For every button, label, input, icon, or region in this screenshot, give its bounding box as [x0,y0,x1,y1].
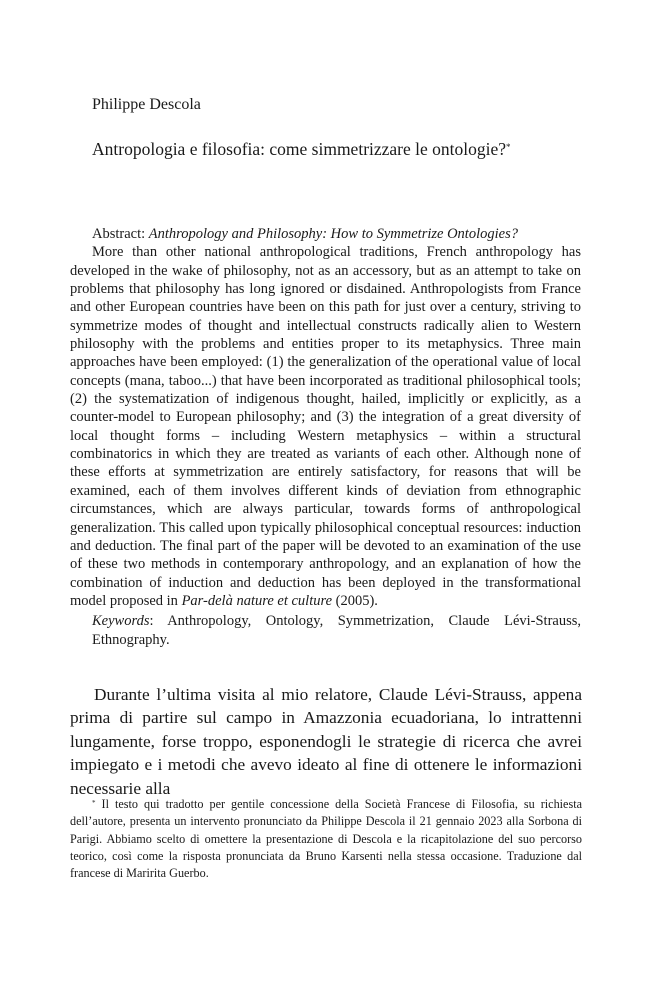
author-name: Philippe Descola [92,96,201,113]
keywords-label: Keywords [92,613,150,630]
abstract-body-text: More than other national anthropological traditions, French anthropology has developed in the wake of philosophy, not as an accessory, but as an attempt to take on problems that philosophy has long ignored or disdained. Anthropologists from France and other European countries have been on this path for just over a century, striving to symmetrize modes of thought and intellectual constructs radically alien to Western philosophy with the problems and entities proper to its metaphysics. Three main approaches have been employed: (1) the generalization of the operational value of local concepts (mana, taboo...) that have been incorporated as traditional philosophical tools; (2) the systematization of indigenous thought, hailed, implicitly or explicitly, as a counter-model to European philosophy; and (3) the integration of a great diversity of local thought forms – including Western metaphysics – within a structural combinatorics in which they are treated as variants of each other. Although none of these efforts at symmetrization are entirely satisfactory, for reasons that will be examined, each of them involves different kinds of deviation from ethnographic circumstances, which are always particular, towards forms of anthropological generalization. This called upon typically philosophical conceptual resources: induction and deduction. The final part of the paper will be devoted to an examination of the use of these two methods in contemporary anthropology, and an explanation of how the combination of induction and deduction has been deployed in the transformational model proposed in [70,244,581,609]
article-title [92,138,511,160]
footnote-text: Il testo qui tradotto per gentile concessione della Società Francese di Filosofia, su richiesta dell’autore, presenta un intervento pronunciato da Philippe Descola il 21 gennaio 2023 alla Sorbona di Parigi. Abbiamo scelto di omettere la presentazione di Descola e la ricapitolazione del suo percorso teorico, così come la risposta pronunciata da Bruno Karsenti nella stessa occasione. Traduzione dal francese di Maririta Guerbo. [70,797,582,881]
keywords-list: : Anthropology, Ontology, Symmetrization, Claude Lévi-Strauss, Ethnography. [92,613,581,648]
footnote-marker: * [92,799,96,807]
article-title-text: Antropologia e filosofia: come simmetrizzare le ontologie? [92,139,507,159]
main-text-paragraph: Durante l’ultima visita al mio relatore, Claude Lévi-Strauss, appena prima di partire sul campo in Amazzonia ecuadoriana, lo intrattenni lungamente, forse troppo, esponendogli le strategie di ricerca che avrei impiegato e i metodi che avevo ideato al fine di ottenere le informazioni necessarie alla [70,685,582,798]
title-footnote-marker[interactable]: * [506,142,511,152]
footnote [70,796,582,882]
abstract-label: Abstract: [92,226,149,242]
abstract-heading [70,225,581,243]
abstract [70,225,581,649]
abstract-body [70,243,581,610]
keywords [92,612,581,649]
abstract-body-end: (2005). [332,592,378,609]
abstract-english-title: Anthropology and Philosophy: How to Symmetrize Ontologies? [148,226,518,242]
cited-work-title: Par-delà nature et culture [181,592,333,609]
